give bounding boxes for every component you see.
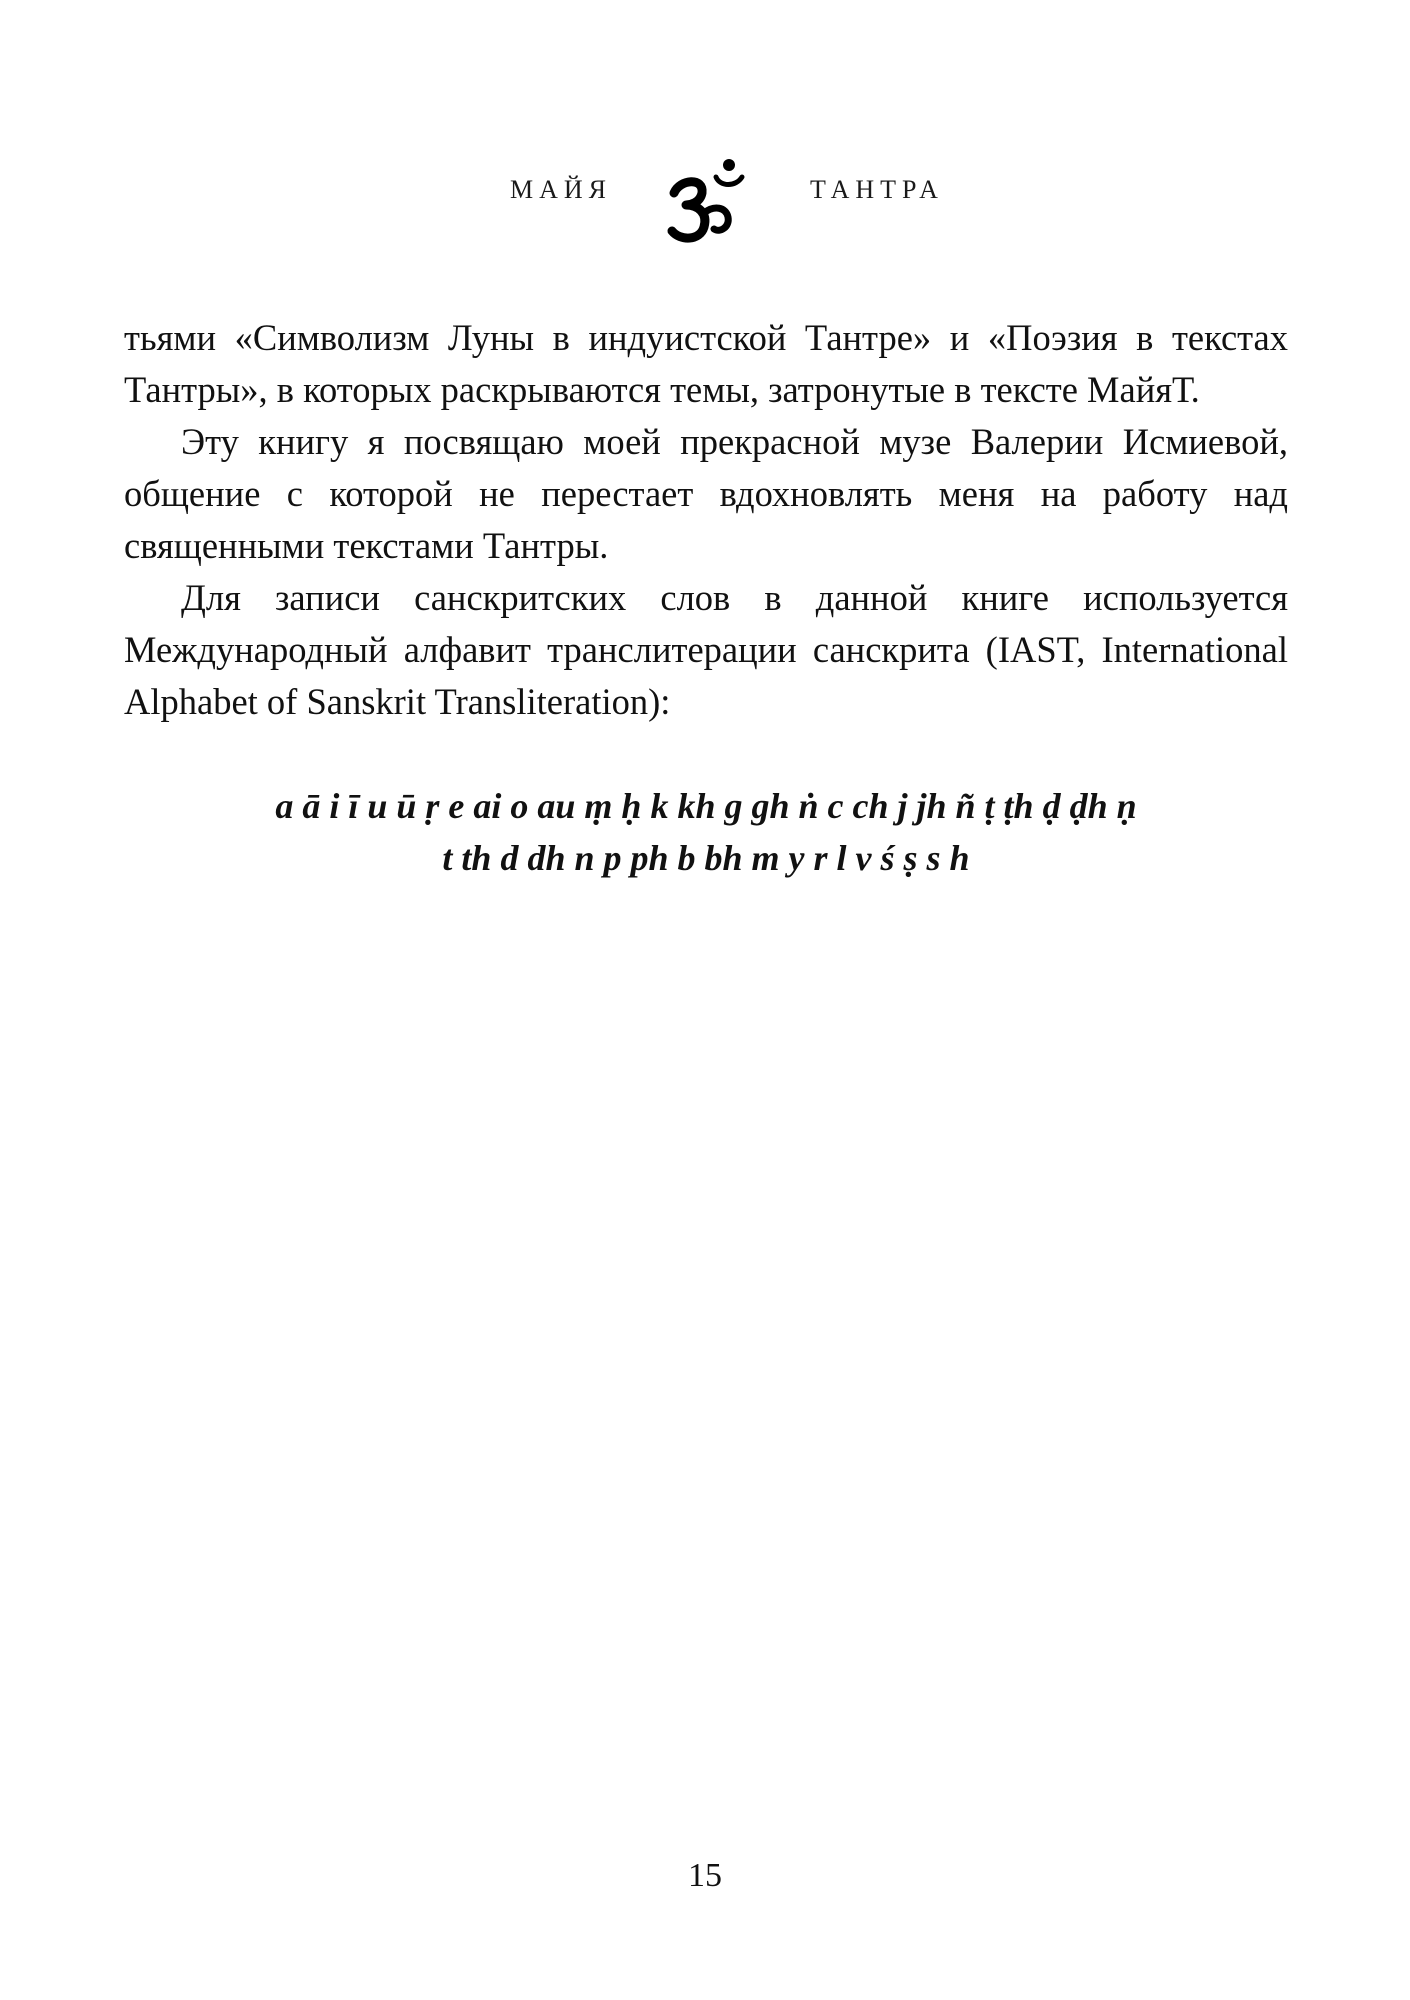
iast-line-2: t th d dh n p ph b bh m y r l v ś ṣ s h — [442, 838, 970, 878]
paragraph-dedication: Эту книгу я посвящаю моей прекрасной музе Валерии Исмиевой, общение с которой не перестает вдохновлять меня на работу над священными текстами Тантры. — [124, 421, 1288, 566]
paragraph-transliteration: Для записи санскритских слов в данной книге используется Международный алфавит транслитерации санскрита (IAST, International Alphabet of Sanskrit Transliteration): — [124, 577, 1288, 722]
page-number: 15 — [688, 1857, 722, 1894]
header-left-title: МАЙЯ — [509, 175, 612, 204]
body-text — [124, 312, 1288, 728]
header-right-title: ТАНТРА — [810, 175, 944, 204]
iast-alphabet — [124, 780, 1288, 884]
paragraph-continuation: тьями «Символизм Луны в индуистской Тантре» и «Поэзия в текстах Тантры», в которых раскрываются темы, затронутые в тексте МайяТ. — [124, 317, 1288, 410]
iast-line-1: a ā i ī u ū ṛ e ai o au ṃ ḥ k kh g gh ṅ c ch j jh ñ ṭ ṭh ḍ ḍh ṇ — [275, 786, 1137, 826]
running-header — [0, 155, 1410, 255]
om-icon — [662, 155, 752, 247]
